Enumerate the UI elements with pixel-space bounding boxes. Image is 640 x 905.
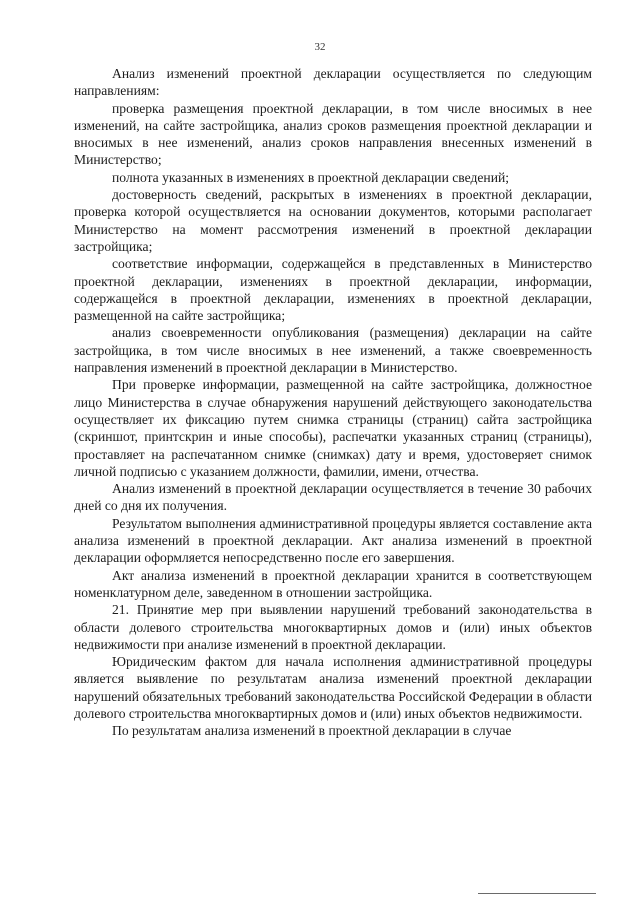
paragraph-reliability: достоверность сведений, раскрытых в изменениях в проектной декларации, проверка которой осуществляется на основании документов, которыми располагает Министерство на момент рассмотрения изменений в проектной декларации застройщика; bbox=[74, 187, 592, 254]
paragraph-intro: Анализ изменений проектной декларации осуществляется по следующим направлениям: bbox=[74, 66, 592, 99]
paragraph-placement-check: проверка размещения проектной декларации, в том числе вносимых в нее изменений, на сайте застройщика, анализ сроков размещения проектной декларации и вносимых в нее изменений, анализ сроков направления внесенных изменений в Министерство; bbox=[74, 100, 592, 168]
paragraph-act-storage: Акт анализа изменений в проектной декларации хранится в соответствующем номенклатурном деле, заведенном в отношении застройщика. bbox=[74, 567, 592, 600]
paragraph-analysis-period: Анализ изменений в проектной декларации осуществляется в течение 30 рабочих дней со дня их получения. bbox=[74, 481, 592, 514]
paragraph-legal-fact: Юридическим фактом для начала исполнения административной процедуры является выявление по результатам анализа изменений проектной декларации нарушений обязательных требований законодательства Российской Федерации в области долевого строительства многоквартирных домов и (или) иных объектов недвижимости. bbox=[74, 654, 592, 721]
paragraph-website-check: При проверке информации, размещенной на сайте застройщика, должностное лицо Министерства в случае обнаружения нарушений действующего законодательства осуществляет их фиксацию путем снимка страницы (страниц) сайта застройщика (скриншот, принтскрин и иные способы), распечатки указанных страниц (страницы), проставляет на распечатанном снимке (снимках) дату и время, удостоверяет снимок личной подписью с указанием должности, фамилии, имени, отчества. bbox=[74, 377, 592, 479]
paragraph-consistency: соответствие информации, содержащейся в представленных в Министерство проектной декларации, изменениях в проектной декларации, информации, содержащейся в проектной декларации, изменениях в проектной декларации, размещенной на сайте застройщика; bbox=[74, 256, 592, 324]
paragraph-analysis-results: По результатам анализа изменений в проектной декларации в случае bbox=[112, 723, 512, 739]
document-body bbox=[74, 65, 592, 740]
paragraph-timeliness: анализ своевременности опубликования (размещения) декларации на сайте застройщика, в том числе вносимых в нее изменений, а также своевременность направления изменений в проектной декларации в Министерство. bbox=[74, 325, 592, 376]
paragraph-section-21: 21. Принятие мер при выявлении нарушений требований законодательства в области долевого строительства многоквартирных домов и (или) иных объектов недвижимости при анализе изменений в проектной декларации. bbox=[74, 602, 592, 652]
paragraph-completeness: полнота указанных в изменениях в проектной декларации сведений; bbox=[112, 169, 510, 185]
page-number: 32 bbox=[314, 41, 326, 53]
footer-rule bbox=[478, 893, 596, 894]
paragraph-procedure-result: Результатом выполнения административной процедуры является составление акта анализа изменений в проектной декларации. Акт анализа изменений в проектной декларации оформляется непосредственно после его завершения. bbox=[74, 515, 592, 566]
